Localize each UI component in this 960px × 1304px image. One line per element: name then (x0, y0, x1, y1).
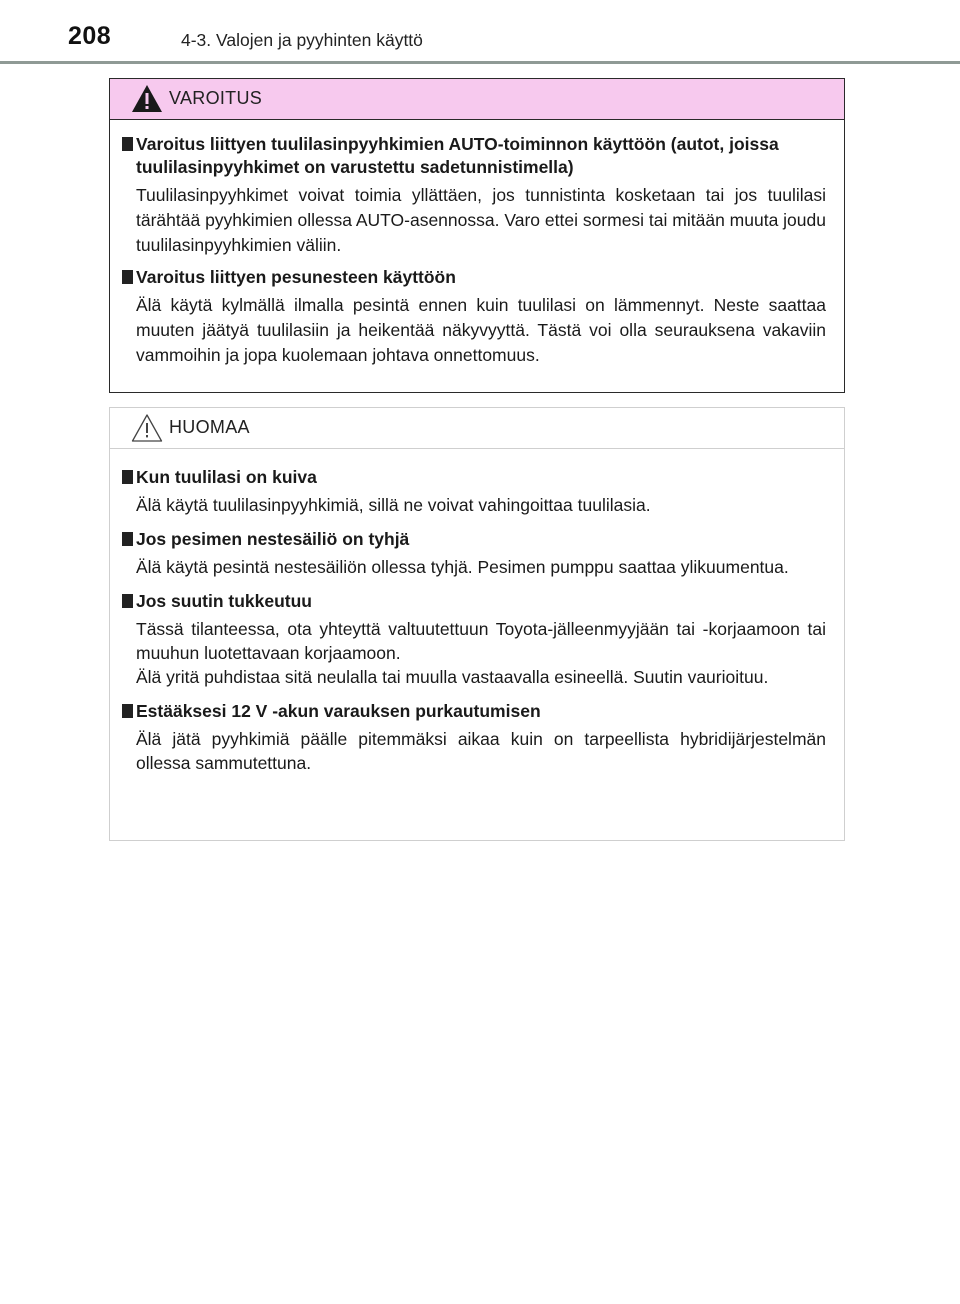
warning-item-body: Älä käytä kylmällä ilmalla pesintä ennen kuin tuulilasi on lämmennyt. Neste saattaa muuten jäätyä tuulilasiin ja heikentää näkyvyyttä. Tästä voi olla seurauksena vakaviin vammoihin ja jopa kuolemaan johtava onnettomuus. (136, 295, 826, 365)
notice-header (110, 408, 844, 449)
caution-triangle-icon (130, 412, 164, 444)
notice-item-title-text: Jos suutin tukkeutuu (136, 591, 312, 611)
warning-label: VAROITUS (169, 88, 263, 108)
warning-item-title (122, 266, 826, 289)
notice-item-body-line: Älä käytä pesintä nestesäiliön ollessa tyhjä. Pesimen pumppu saattaa ylikuumentua. (136, 557, 789, 577)
notice-body (110, 449, 844, 775)
notice-item-body-line: Älä yritä puhdistaa sitä neulalla tai muulla vastaavalla esineellä. Suutin vaurioituu. (136, 667, 769, 687)
warning-item-title-text: Varoitus liittyen pesunesteen käyttöön (136, 267, 456, 287)
notice-item-title (122, 466, 826, 489)
warning-body (110, 120, 844, 368)
notice-item-body-line: Älä käytä tuulilasinpyyhkimiä, sillä ne voivat vahingoittaa tuulilasia. (136, 495, 651, 515)
warning-header (110, 79, 844, 120)
warning-item-title-text: Varoitus liittyen tuulilasinpyyhkimien AUTO-toiminnon käyttöön (autot, joissa tuulilasinpyyhkimet on varustettu sadetunnistimella) (136, 134, 779, 177)
warning-item (122, 133, 826, 258)
notice-item (122, 466, 826, 517)
square-bullet-icon (122, 137, 133, 151)
square-bullet-icon (122, 532, 133, 546)
notice-item (122, 590, 826, 689)
warning-item-body: Tuulilasinpyyhkimet voivat toimia yllättäen, jos tunnistinta kosketaan tai jos tuulilasi tärähtää pyyhkimien ollessa AUTO-asennossa. Varo ettei sormesi tai mitään muuta joudu tuulilasinpyyhkimien väliin. (136, 185, 826, 255)
square-bullet-icon (122, 470, 133, 484)
warning-item-title (122, 133, 826, 179)
notice-item-title (122, 528, 826, 551)
square-bullet-icon (122, 704, 133, 718)
header-divider (0, 61, 960, 64)
notice-item-title-text: Estääksesi 12 V -akun varauksen purkautumisen (136, 701, 541, 721)
warning-box (109, 78, 845, 393)
notice-item-body-line: Älä jätä pyyhkimiä päälle pitemmäksi aikaa kuin on tarpeellista hybridijärjestelmän ollessa sammutettuna. (136, 729, 826, 773)
notice-item (122, 528, 826, 579)
page-number: 208 (68, 22, 112, 50)
square-bullet-icon (122, 594, 133, 608)
notice-box (109, 407, 845, 841)
notice-item-title (122, 700, 826, 723)
warning-item (122, 266, 826, 368)
notice-item-body (122, 617, 826, 689)
notice-item (122, 700, 826, 775)
notice-item-title-text: Kun tuulilasi on kuiva (136, 467, 317, 487)
notice-item-body (122, 555, 826, 579)
warning-triangle-icon (130, 83, 164, 115)
notice-item-body-line: Tässä tilanteessa, ota yhteyttä valtuutettuun Toyota-jälleenmyyjään tai -korjaamoon tai muuhun luotettavaan korjaamoon. (136, 619, 826, 663)
section-title: 4-3. Valojen ja pyyhinten käyttö (181, 30, 423, 50)
notice-label: HUOMAA (169, 417, 250, 437)
notice-item-title (122, 590, 826, 613)
notice-item-title-text: Jos pesimen nestesäiliö on tyhjä (136, 529, 410, 549)
notice-item-body (122, 727, 826, 775)
square-bullet-icon (122, 270, 133, 284)
notice-item-body (122, 493, 826, 517)
